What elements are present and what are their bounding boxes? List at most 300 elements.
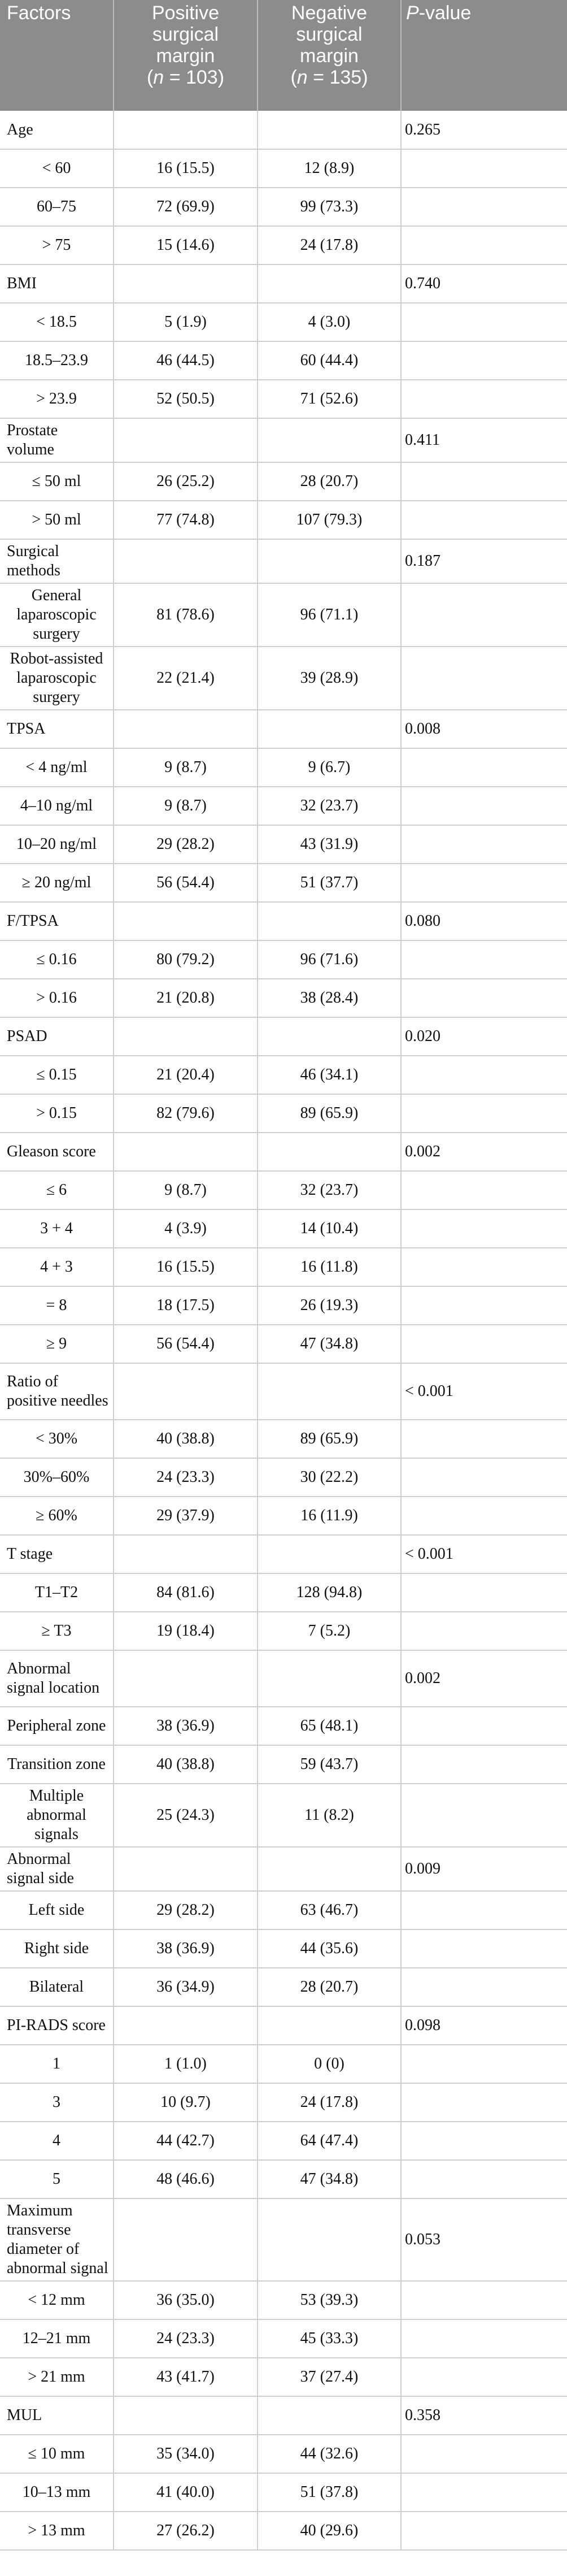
- category-row: [0, 418, 567, 462]
- table-row: [0, 1497, 567, 1535]
- factor-cell: TPSA: [0, 710, 114, 748]
- p-value-cell: [401, 2281, 567, 2319]
- positive-margin-cell: 29 (28.2): [114, 1891, 258, 1929]
- positive-margin-cell: [114, 710, 258, 748]
- p-value-cell: < 0.001: [401, 1535, 567, 1573]
- negative-margin-cell: [258, 1650, 401, 1707]
- positive-margin-cell: 9 (8.7): [114, 748, 258, 787]
- positive-margin-cell: 40 (38.8): [114, 1420, 258, 1458]
- factor-cell: 4 + 3: [0, 1248, 114, 1286]
- negative-margin-cell: 39 (28.9): [258, 647, 401, 710]
- table-row: [0, 2160, 567, 2198]
- table-row: [0, 226, 567, 264]
- positive-margin-cell: [114, 1650, 258, 1707]
- negative-margin-cell: 99 (73.3): [258, 188, 401, 226]
- header-row: [0, 0, 567, 111]
- table-row: [0, 1171, 567, 1209]
- negative-margin-cell: 107 (79.3): [258, 501, 401, 539]
- table-row: [0, 1458, 567, 1497]
- p-value-cell: [401, 2160, 567, 2198]
- positive-margin-cell: [114, 539, 258, 583]
- category-row: [0, 539, 567, 583]
- positive-margin-cell: 29 (37.9): [114, 1497, 258, 1535]
- header-neg-line3: margin: [300, 45, 359, 67]
- positive-margin-cell: 56 (54.4): [114, 1325, 258, 1363]
- negative-margin-cell: 28 (20.7): [258, 462, 401, 501]
- negative-margin-cell: 38 (28.4): [258, 979, 401, 1017]
- p-value-cell: 0.009: [401, 1847, 567, 1891]
- negative-margin-cell: 32 (23.7): [258, 787, 401, 825]
- table-row: [0, 303, 567, 341]
- positive-margin-cell: 4 (3.9): [114, 1209, 258, 1248]
- positive-margin-cell: [114, 1017, 258, 1056]
- positive-margin-cell: 40 (38.8): [114, 1745, 258, 1784]
- factor-cell: F/TPSA: [0, 902, 114, 940]
- table-row: [0, 1420, 567, 1458]
- negative-margin-cell: 47 (34.8): [258, 2160, 401, 2198]
- negative-margin-cell: [258, 2006, 401, 2045]
- factor-cell: < 4 ng/ml: [0, 748, 114, 787]
- negative-margin-cell: [258, 2198, 401, 2281]
- positive-margin-cell: 10 (9.7): [114, 2083, 258, 2122]
- positive-margin-cell: 1 (1.0): [114, 2045, 258, 2083]
- p-value-cell: [401, 2512, 567, 2550]
- negative-margin-cell: 96 (71.6): [258, 940, 401, 979]
- header-neg-n-rest: = 135): [307, 67, 368, 88]
- factor-cell: ≤ 50 ml: [0, 462, 114, 501]
- positive-margin-cell: 15 (14.6): [114, 226, 258, 264]
- negative-margin-cell: 51 (37.8): [258, 2473, 401, 2512]
- p-value-cell: [401, 2358, 567, 2396]
- p-value-cell: 0.080: [401, 902, 567, 940]
- header-pos-line3: margin: [156, 45, 215, 67]
- table-row: [0, 1707, 567, 1745]
- p-value-cell: 0.098: [401, 2006, 567, 2045]
- category-row: [0, 902, 567, 940]
- negative-margin-cell: 14 (10.4): [258, 1209, 401, 1248]
- p-value-cell: [401, 2083, 567, 2122]
- table-row: [0, 1056, 567, 1094]
- negative-margin-cell: [258, 264, 401, 303]
- p-value-cell: [401, 979, 567, 1017]
- negative-margin-cell: 28 (20.7): [258, 1968, 401, 2006]
- table-row: [0, 825, 567, 864]
- factor-cell: Prostate volume: [0, 418, 114, 462]
- factor-cell: T stage: [0, 1535, 114, 1573]
- positive-margin-cell: 56 (54.4): [114, 864, 258, 902]
- p-value-cell: 0.187: [401, 539, 567, 583]
- positive-margin-cell: [114, 2396, 258, 2435]
- negative-margin-cell: [258, 418, 401, 462]
- category-row: [0, 1535, 567, 1573]
- p-value-cell: [401, 501, 567, 539]
- factor-cell: Robot-assisted laparoscopic surgery: [0, 647, 114, 710]
- positive-margin-cell: 38 (36.9): [114, 1707, 258, 1745]
- negative-margin-cell: [258, 1133, 401, 1171]
- table-row: [0, 149, 567, 188]
- table-row: [0, 2083, 567, 2122]
- factor-cell: > 13 mm: [0, 2512, 114, 2550]
- header-neg-n-open: (: [290, 67, 297, 88]
- negative-margin-cell: 4 (3.0): [258, 303, 401, 341]
- p-value-cell: [401, 1458, 567, 1497]
- factor-cell: Peripheral zone: [0, 1707, 114, 1745]
- header-negative-margin: [258, 0, 401, 111]
- factor-cell: 1: [0, 2045, 114, 2083]
- factor-cell: Left side: [0, 1891, 114, 1929]
- table-row: [0, 2435, 567, 2473]
- p-value-cell: [401, 1094, 567, 1133]
- p-value-cell: [401, 1929, 567, 1968]
- factor-cell: > 0.16: [0, 979, 114, 1017]
- p-value-cell: 0.740: [401, 264, 567, 303]
- factor-cell: Ratio of positive needles: [0, 1363, 114, 1420]
- positive-margin-cell: 24 (23.3): [114, 1458, 258, 1497]
- factor-cell: < 12 mm: [0, 2281, 114, 2319]
- p-value-cell: [401, 1497, 567, 1535]
- p-value-cell: 0.020: [401, 1017, 567, 1056]
- table-row: [0, 1929, 567, 1968]
- negative-margin-cell: 0 (0): [258, 2045, 401, 2083]
- negative-margin-cell: 32 (23.7): [258, 1171, 401, 1209]
- factor-cell: 3 + 4: [0, 1209, 114, 1248]
- p-value-cell: 0.411: [401, 418, 567, 462]
- negative-margin-cell: 11 (8.2): [258, 1784, 401, 1847]
- header-factors: [0, 0, 114, 111]
- category-row: [0, 2396, 567, 2435]
- header-factors-label: Factors: [7, 2, 71, 24]
- table-row: [0, 462, 567, 501]
- category-row: [0, 1017, 567, 1056]
- negative-margin-cell: 37 (27.4): [258, 2358, 401, 2396]
- positive-margin-cell: 16 (15.5): [114, 149, 258, 188]
- positive-margin-cell: 41 (40.0): [114, 2473, 258, 2512]
- negative-margin-cell: 30 (22.2): [258, 1458, 401, 1497]
- p-value-cell: 0.002: [401, 1133, 567, 1171]
- positive-margin-cell: 29 (28.2): [114, 825, 258, 864]
- table-row: [0, 647, 567, 710]
- factor-cell: Bilateral: [0, 1968, 114, 2006]
- p-value-cell: [401, 462, 567, 501]
- category-row: [0, 1363, 567, 1420]
- positive-margin-cell: 18 (17.5): [114, 1286, 258, 1325]
- category-row: [0, 710, 567, 748]
- p-value-cell: [401, 1745, 567, 1784]
- p-value-cell: [401, 1573, 567, 1612]
- positive-margin-cell: 27 (26.2): [114, 2512, 258, 2550]
- positive-margin-cell: [114, 1535, 258, 1573]
- p-value-cell: [401, 2435, 567, 2473]
- positive-margin-cell: [114, 418, 258, 462]
- positive-margin-cell: 9 (8.7): [114, 787, 258, 825]
- p-value-cell: [401, 1209, 567, 1248]
- negative-margin-cell: 89 (65.9): [258, 1420, 401, 1458]
- category-row: [0, 1133, 567, 1171]
- factor-cell: ≥ 20 ng/ml: [0, 864, 114, 902]
- p-value-cell: [401, 2122, 567, 2160]
- table-row: [0, 748, 567, 787]
- factor-cell: Transition zone: [0, 1745, 114, 1784]
- table-row: [0, 1094, 567, 1133]
- p-value-cell: [401, 149, 567, 188]
- negative-margin-cell: [258, 902, 401, 940]
- table-row: [0, 1286, 567, 1325]
- negative-margin-cell: 24 (17.8): [258, 226, 401, 264]
- p-value-cell: [401, 1248, 567, 1286]
- p-value-cell: 0.358: [401, 2396, 567, 2435]
- p-value-cell: 0.265: [401, 111, 567, 149]
- p-value-cell: [401, 2473, 567, 2512]
- header-neg-line1: Negative: [291, 2, 368, 24]
- table-row: [0, 1891, 567, 1929]
- p-value-cell: 0.053: [401, 2198, 567, 2281]
- category-row: [0, 2198, 567, 2281]
- factor-cell: 18.5–23.9: [0, 341, 114, 380]
- positive-margin-cell: [114, 1847, 258, 1891]
- table-row: [0, 1968, 567, 2006]
- table-row: [0, 2281, 567, 2319]
- p-value-cell: [401, 2045, 567, 2083]
- factor-cell: < 60: [0, 149, 114, 188]
- negative-margin-cell: 89 (65.9): [258, 1094, 401, 1133]
- negative-margin-cell: 24 (17.8): [258, 2083, 401, 2122]
- factor-cell: Multiple abnormal signals: [0, 1784, 114, 1847]
- positive-margin-cell: 52 (50.5): [114, 380, 258, 418]
- factor-cell: Abnormal signal location: [0, 1650, 114, 1707]
- negative-margin-cell: 96 (71.1): [258, 583, 401, 647]
- factor-cell: 10–20 ng/ml: [0, 825, 114, 864]
- table-row: [0, 2358, 567, 2396]
- positive-margin-cell: 77 (74.8): [114, 501, 258, 539]
- table-row: [0, 1784, 567, 1847]
- factor-cell: > 75: [0, 226, 114, 264]
- positive-margin-cell: 84 (81.6): [114, 1573, 258, 1612]
- p-value-cell: [401, 1784, 567, 1847]
- positive-margin-cell: 72 (69.9): [114, 188, 258, 226]
- table-row: [0, 979, 567, 1017]
- p-value-cell: [401, 380, 567, 418]
- p-value-cell: [401, 188, 567, 226]
- p-value-cell: [401, 303, 567, 341]
- negative-margin-cell: 128 (94.8): [258, 1573, 401, 1612]
- factor-cell: ≤ 0.16: [0, 940, 114, 979]
- header-pos-line2: surgical: [152, 24, 219, 45]
- header-p-var: P: [406, 2, 419, 24]
- negative-margin-cell: [258, 1847, 401, 1891]
- negative-margin-cell: 16 (11.8): [258, 1248, 401, 1286]
- p-value-cell: < 0.001: [401, 1363, 567, 1420]
- negative-margin-cell: 16 (11.9): [258, 1497, 401, 1535]
- negative-margin-cell: 43 (31.9): [258, 825, 401, 864]
- p-value-cell: 0.008: [401, 710, 567, 748]
- factor-cell: ≥ 9: [0, 1325, 114, 1363]
- category-row: [0, 111, 567, 149]
- negative-margin-cell: 60 (44.4): [258, 341, 401, 380]
- factor-cell: > 0.15: [0, 1094, 114, 1133]
- factor-cell: T1–T2: [0, 1573, 114, 1612]
- p-value-cell: [401, 1056, 567, 1094]
- table-row: [0, 1573, 567, 1612]
- table-row: [0, 501, 567, 539]
- p-value-cell: [401, 1171, 567, 1209]
- factor-cell: 12–21 mm: [0, 2319, 114, 2358]
- p-value-cell: [401, 1612, 567, 1650]
- category-row: [0, 264, 567, 303]
- table-row: [0, 1209, 567, 1248]
- p-value-cell: [401, 825, 567, 864]
- table-row: [0, 2319, 567, 2358]
- negative-margin-cell: 71 (52.6): [258, 380, 401, 418]
- negative-margin-cell: 65 (48.1): [258, 1707, 401, 1745]
- positive-margin-cell: [114, 2198, 258, 2281]
- factor-cell: ≤ 6: [0, 1171, 114, 1209]
- factor-cell: 4: [0, 2122, 114, 2160]
- p-value-cell: [401, 1420, 567, 1458]
- factor-cell: Abnormal signal side: [0, 1847, 114, 1891]
- negative-margin-cell: [258, 710, 401, 748]
- negative-margin-cell: 64 (47.4): [258, 2122, 401, 2160]
- factor-cell: Gleason score: [0, 1133, 114, 1171]
- positive-margin-cell: [114, 2006, 258, 2045]
- factor-cell: Surgical methods: [0, 539, 114, 583]
- category-row: [0, 2006, 567, 2045]
- header-pos-n-var: n: [153, 67, 164, 88]
- negative-margin-cell: 44 (35.6): [258, 1929, 401, 1968]
- table-row: [0, 2512, 567, 2550]
- factor-cell: Maximum transverse diameter of abnormal signal: [0, 2198, 114, 2281]
- negative-margin-cell: 59 (43.7): [258, 1745, 401, 1784]
- positive-margin-cell: [114, 111, 258, 149]
- positive-margin-cell: 9 (8.7): [114, 1171, 258, 1209]
- table-row: [0, 864, 567, 902]
- p-value-cell: [401, 1325, 567, 1363]
- negative-margin-cell: 46 (34.1): [258, 1056, 401, 1094]
- p-value-cell: [401, 226, 567, 264]
- p-value-cell: [401, 1891, 567, 1929]
- factor-cell: > 50 ml: [0, 501, 114, 539]
- factor-cell: Right side: [0, 1929, 114, 1968]
- positive-margin-cell: [114, 1133, 258, 1171]
- factor-cell: < 18.5: [0, 303, 114, 341]
- table-row: [0, 787, 567, 825]
- negative-margin-cell: 12 (8.9): [258, 149, 401, 188]
- factor-cell: ≥ T3: [0, 1612, 114, 1650]
- positive-margin-cell: 46 (44.5): [114, 341, 258, 380]
- negative-margin-cell: 44 (32.6): [258, 2435, 401, 2473]
- negative-margin-cell: [258, 1535, 401, 1573]
- table-row: [0, 1325, 567, 1363]
- table-row: [0, 1612, 567, 1650]
- negative-margin-cell: [258, 111, 401, 149]
- factor-cell: > 21 mm: [0, 2358, 114, 2396]
- header-pos-line1: Positive: [151, 2, 220, 24]
- negative-margin-cell: 9 (6.7): [258, 748, 401, 787]
- negative-margin-cell: [258, 1363, 401, 1420]
- negative-margin-cell: [258, 539, 401, 583]
- factor-cell: 30%–60%: [0, 1458, 114, 1497]
- positive-margin-cell: 38 (36.9): [114, 1929, 258, 1968]
- table-header: [0, 0, 567, 111]
- positive-margin-cell: 81 (78.6): [114, 583, 258, 647]
- p-value-cell: [401, 647, 567, 710]
- table-row: [0, 341, 567, 380]
- factor-cell: ≥ 60%: [0, 1497, 114, 1535]
- factor-cell: = 8: [0, 1286, 114, 1325]
- positive-margin-cell: 44 (42.7): [114, 2122, 258, 2160]
- negative-margin-cell: 26 (19.3): [258, 1286, 401, 1325]
- factor-cell: ≤ 10 mm: [0, 2435, 114, 2473]
- header-positive-margin: [114, 0, 258, 111]
- negative-margin-cell: 51 (37.7): [258, 864, 401, 902]
- p-value-cell: [401, 787, 567, 825]
- factor-cell: > 23.9: [0, 380, 114, 418]
- p-value-cell: [401, 2319, 567, 2358]
- negative-margin-cell: [258, 1017, 401, 1056]
- header-p-rest: -value: [418, 2, 472, 24]
- negative-margin-cell: 47 (34.8): [258, 1325, 401, 1363]
- factor-cell: BMI: [0, 264, 114, 303]
- positive-margin-cell: 26 (25.2): [114, 462, 258, 501]
- negative-margin-cell: [258, 2396, 401, 2435]
- positive-margin-cell: [114, 264, 258, 303]
- header-pos-n-open: (: [146, 67, 154, 88]
- negative-margin-cell: 40 (29.6): [258, 2512, 401, 2550]
- positive-margin-cell: [114, 902, 258, 940]
- p-value-cell: [401, 1286, 567, 1325]
- negative-margin-cell: 53 (39.3): [258, 2281, 401, 2319]
- table-row: [0, 583, 567, 647]
- p-value-cell: [401, 748, 567, 787]
- header-neg-line2: surgical: [296, 24, 363, 45]
- factor-cell: 5: [0, 2160, 114, 2198]
- positive-margin-cell: 36 (35.0): [114, 2281, 258, 2319]
- negative-margin-cell: 7 (5.2): [258, 1612, 401, 1650]
- p-value-cell: [401, 1968, 567, 2006]
- factor-cell: MUL: [0, 2396, 114, 2435]
- positive-margin-cell: 43 (41.7): [114, 2358, 258, 2396]
- factor-cell: General laparoscopic surgery: [0, 583, 114, 647]
- positive-margin-cell: [114, 1363, 258, 1420]
- positive-margin-cell: 21 (20.4): [114, 1056, 258, 1094]
- positive-margin-cell: 48 (46.6): [114, 2160, 258, 2198]
- p-value-cell: [401, 583, 567, 647]
- factor-cell: 4–10 ng/ml: [0, 787, 114, 825]
- negative-margin-cell: 63 (46.7): [258, 1891, 401, 1929]
- factor-cell: 3: [0, 2083, 114, 2122]
- factor-cell: PSAD: [0, 1017, 114, 1056]
- factor-cell: Age: [0, 111, 114, 149]
- table-row: [0, 1248, 567, 1286]
- positive-margin-cell: 24 (23.3): [114, 2319, 258, 2358]
- header-pos-n-rest: = 103): [164, 67, 225, 88]
- positive-margin-cell: 36 (34.9): [114, 1968, 258, 2006]
- p-value-cell: 0.002: [401, 1650, 567, 1707]
- negative-margin-cell: 45 (33.3): [258, 2319, 401, 2358]
- table-row: [0, 2122, 567, 2160]
- table-row: [0, 2045, 567, 2083]
- table-row: [0, 188, 567, 226]
- factor-cell: ≤ 0.15: [0, 1056, 114, 1094]
- factor-cell: 60–75: [0, 188, 114, 226]
- positive-margin-cell: 22 (21.4): [114, 647, 258, 710]
- factor-cell: 10–13 mm: [0, 2473, 114, 2512]
- category-row: [0, 1650, 567, 1707]
- header-p-value: [401, 0, 567, 111]
- table-row: [0, 380, 567, 418]
- header-neg-n-var: n: [296, 67, 308, 88]
- positive-margin-cell: 82 (79.6): [114, 1094, 258, 1133]
- p-value-cell: [401, 864, 567, 902]
